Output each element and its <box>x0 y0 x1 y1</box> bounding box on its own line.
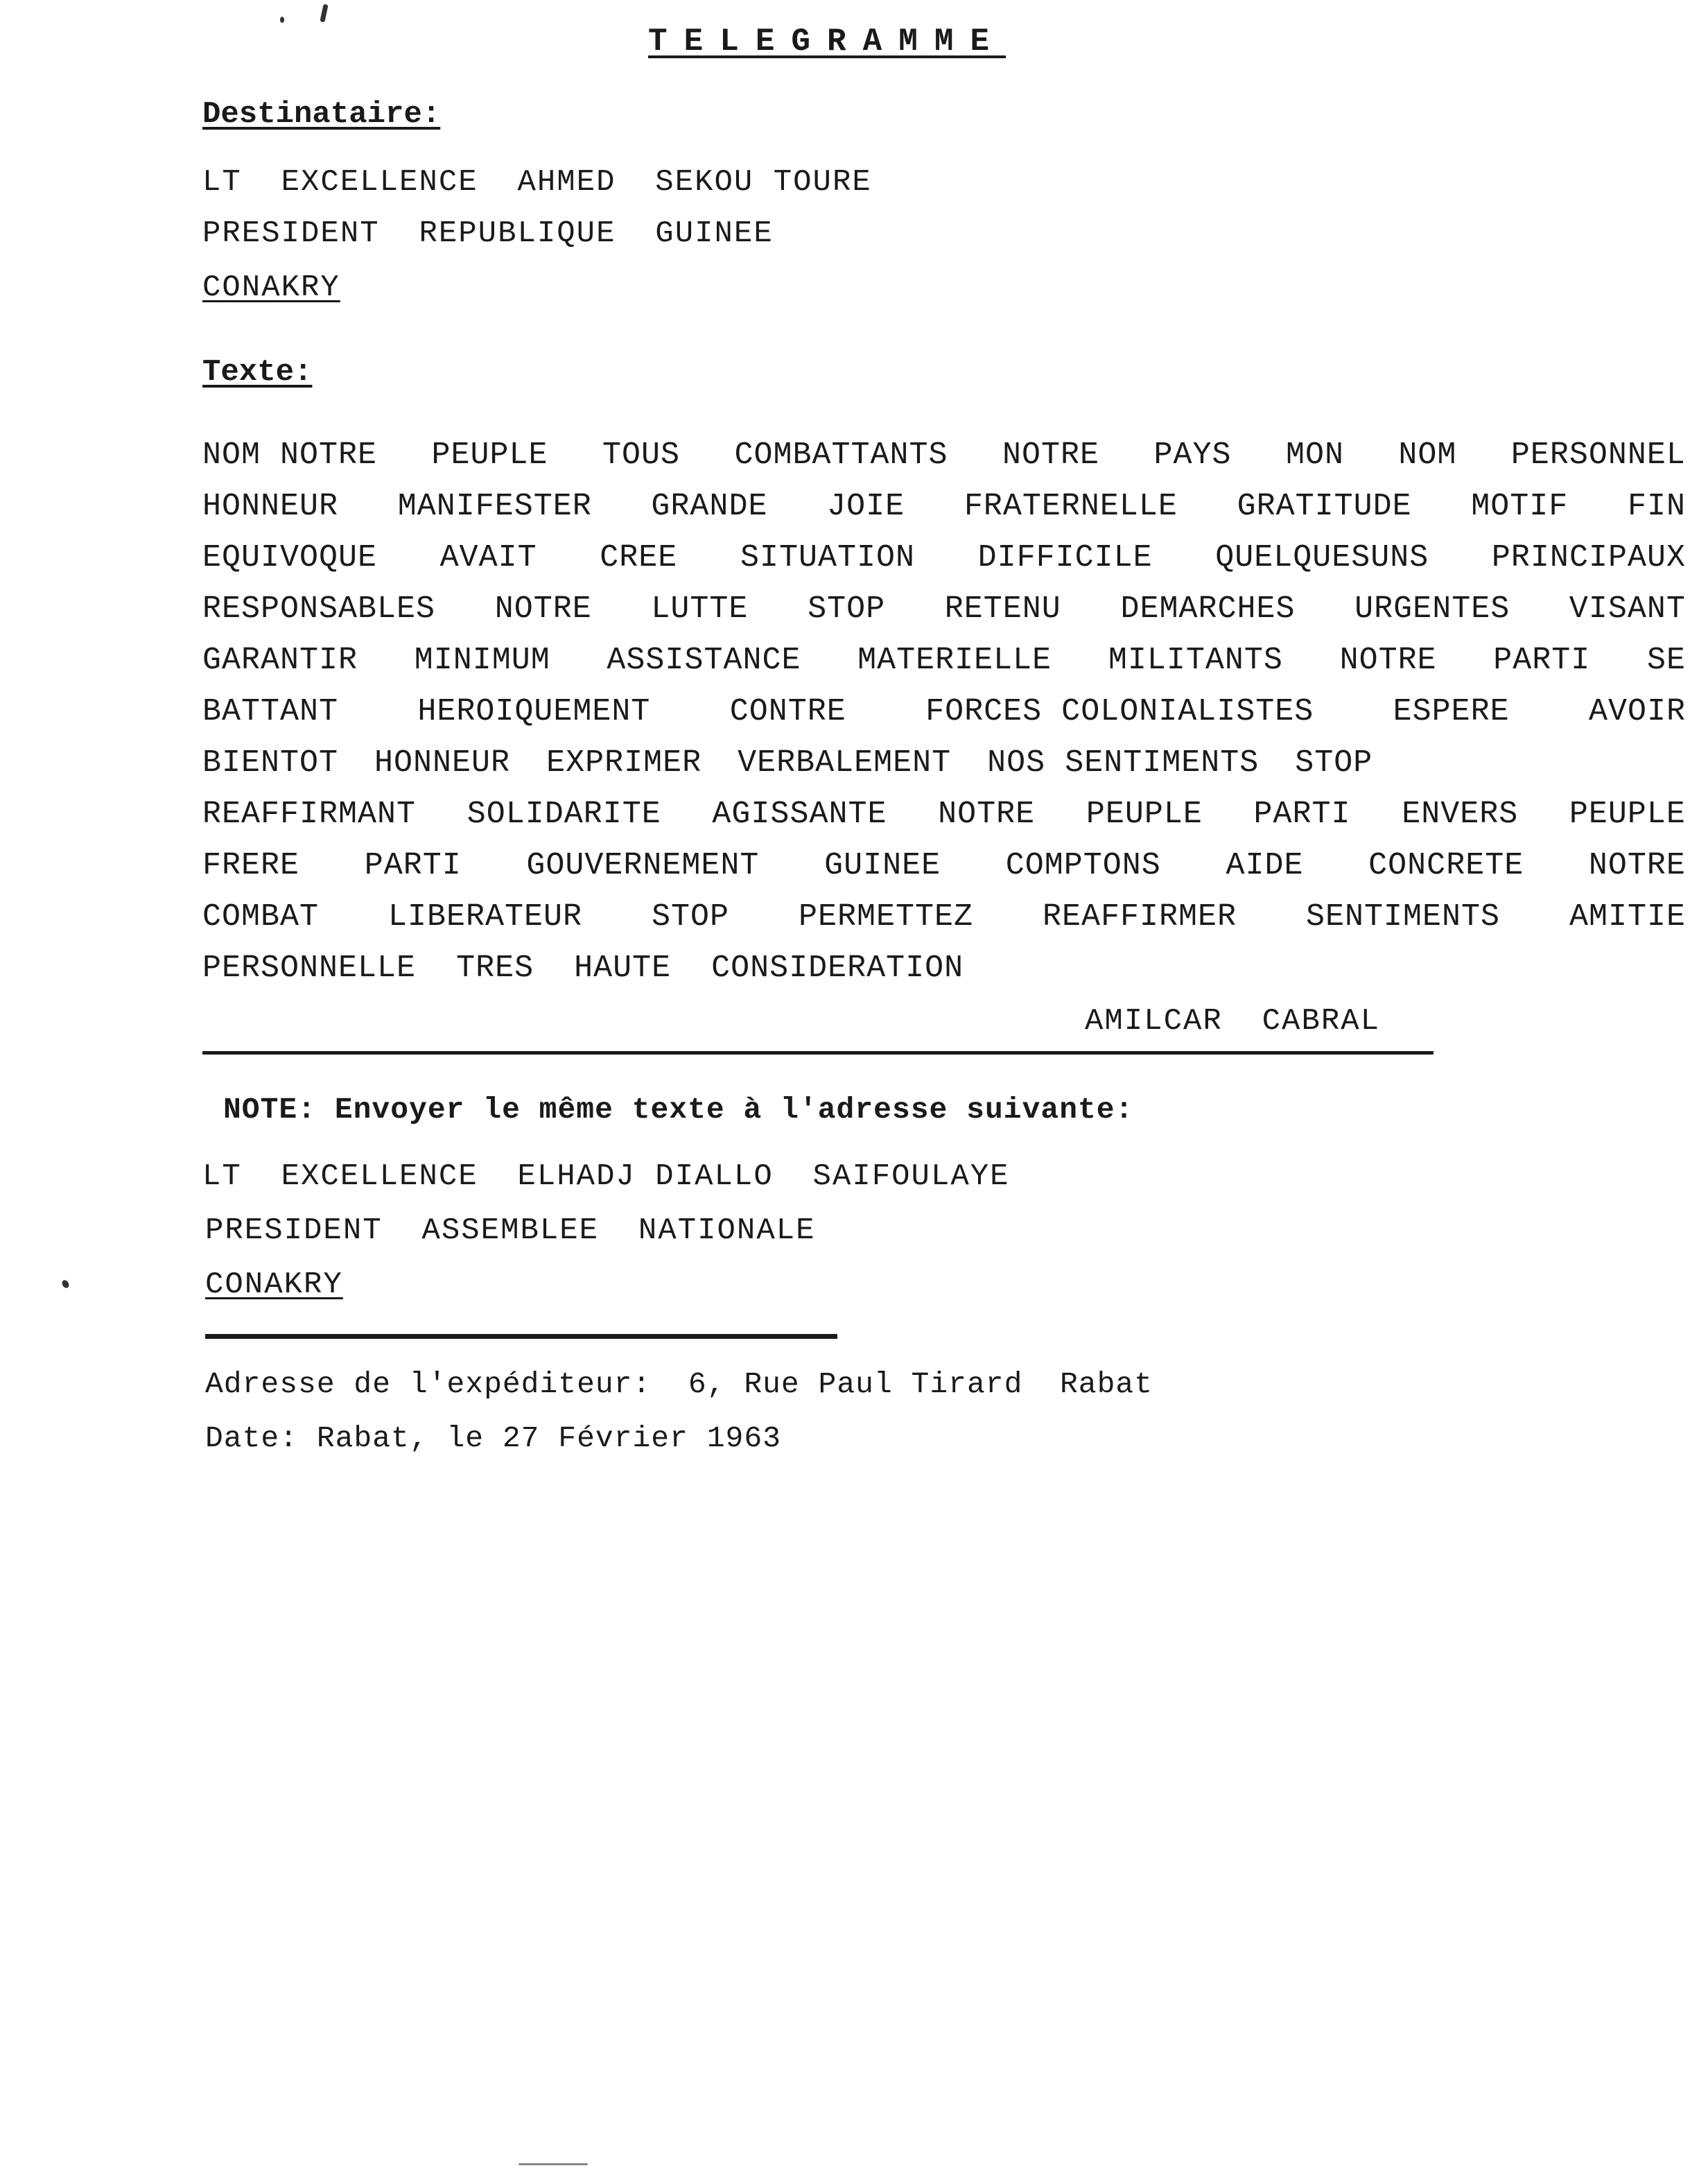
text-word: STOP <box>808 591 886 627</box>
text-word: COMBATTANTS <box>734 437 948 473</box>
second-recipient-line-1: LT EXCELLENCE ELHADJ DIALLO SAIFOULAYE <box>202 1159 1010 1194</box>
text-line-1 <box>202 430 1686 481</box>
scan-speck <box>518 2163 588 2165</box>
text-word: NOTRE <box>938 797 1036 832</box>
text-word: MINIMUM <box>414 643 550 678</box>
text-word: PARTI <box>1493 643 1591 678</box>
text-word: FIN <box>1627 489 1686 524</box>
text-word: DIFFICILE <box>977 540 1153 575</box>
text-word: FRATERNELLE <box>964 489 1178 524</box>
recipient-city: CONAKRY <box>202 270 340 305</box>
text-word: LIBERATEUR <box>387 899 583 935</box>
text-word: PEUPLE <box>431 437 548 473</box>
text-word: STOP <box>651 899 730 935</box>
text-line-2 <box>202 481 1686 532</box>
text-word: SENTIMENTS <box>1305 899 1501 935</box>
text-word: CONTRE <box>729 694 846 729</box>
sender-address: Adresse de l'expéditeur: 6, Rue Paul Tirard Rabat <box>205 1367 1153 1401</box>
recipient-label: Destinataire: <box>202 97 441 132</box>
text-word: PEUPLE <box>1086 797 1203 832</box>
text-word: AGISSANTE <box>712 797 887 832</box>
telegram-body <box>202 430 1686 994</box>
text-word: MATERIELLE <box>857 643 1052 678</box>
text-word: CREE <box>600 540 678 575</box>
text-word: NOS SENTIMENTS <box>987 745 1260 781</box>
text-word: GUINEE <box>824 848 941 883</box>
text-word: ESPERE <box>1393 694 1510 729</box>
text-word: TOUS <box>602 437 681 473</box>
text-word: HONNEUR <box>202 489 339 524</box>
text-word: AVAIT <box>439 540 537 575</box>
scan-speck <box>320 4 328 23</box>
text-line-4 <box>202 584 1686 635</box>
signature: AMILCAR CABRAL <box>1085 1004 1381 1039</box>
text-word: GRANDE <box>651 489 768 524</box>
text-line-11 <box>202 943 1686 994</box>
text-word: DEMARCHES <box>1120 591 1296 627</box>
text-word: HEROIQUEMENT <box>417 694 651 729</box>
text-word: RETENU <box>944 591 1061 627</box>
text-line-10 <box>202 892 1686 943</box>
text-line-6 <box>202 686 1686 738</box>
text-word: REAFFIRMER <box>1042 899 1237 935</box>
text-word: VISANT <box>1569 591 1686 627</box>
note-instruction: NOTE: Envoyer le même texte à l'adresse suivante: <box>223 1093 1134 1127</box>
text-word: HAUTE <box>574 951 672 986</box>
text-word: AVOIR <box>1588 694 1686 729</box>
text-word: SITUATION <box>740 540 915 575</box>
page-title: TELEGRAMME <box>648 24 1007 60</box>
text-word: URGENTES <box>1354 591 1510 627</box>
text-word: NOTRE <box>1588 848 1686 883</box>
scan-speck <box>280 17 284 23</box>
text-word: FRERE <box>202 848 300 883</box>
text-word: MOTIF <box>1471 489 1569 524</box>
text-word: HONNEUR <box>374 745 511 781</box>
text-word: ENVERS <box>1402 797 1519 832</box>
text-word: PAYS <box>1153 437 1232 473</box>
text-word: GRATITUDE <box>1237 489 1412 524</box>
text-word: TRES <box>456 951 534 986</box>
text-word: NOTRE <box>1002 437 1100 473</box>
text-word: PEUPLE <box>1569 797 1686 832</box>
text-word: SE <box>1646 643 1686 678</box>
text-word: FORCES COLONIALISTES <box>925 694 1314 729</box>
text-word: CONSIDERATION <box>711 951 964 986</box>
text-line-7 <box>202 738 1686 789</box>
text-line-3 <box>202 532 1686 584</box>
text-word: RESPONSABLES <box>202 591 436 627</box>
text-word: PERSONNELLE <box>202 951 417 986</box>
text-word: PRINCIPAUX <box>1491 540 1686 575</box>
text-label: Texte: <box>202 355 313 390</box>
text-line-5 <box>202 635 1686 686</box>
text-word: STOP <box>1295 745 1373 781</box>
second-recipient-line-2: PRESIDENT ASSEMBLEE NATIONALE <box>205 1213 816 1248</box>
text-word: GOUVERNEMENT <box>526 848 760 883</box>
text-word: EXPRIMER <box>546 745 702 781</box>
text-word: COMPTONS <box>1005 848 1161 883</box>
text-word: LUTTE <box>651 591 749 627</box>
text-word: NOM NOTRE <box>202 437 378 473</box>
text-word: PARTI <box>1253 797 1351 832</box>
text-word: PARTI <box>364 848 462 883</box>
text-word: AMITIE <box>1569 899 1686 935</box>
text-word: AIDE <box>1226 848 1304 883</box>
text-word: VERBALEMENT <box>738 745 952 781</box>
text-word: COMBAT <box>202 899 320 935</box>
recipient-line-2: PRESIDENT REPUBLIQUE GUINEE <box>202 216 774 251</box>
scan-speck <box>61 1279 71 1290</box>
text-line-8 <box>202 789 1686 840</box>
sender-date: Date: Rabat, le 27 Février 1963 <box>205 1421 781 1455</box>
text-word: MANIFESTER <box>397 489 592 524</box>
short-divider <box>205 1334 837 1339</box>
text-word: CONCRETE <box>1368 848 1524 883</box>
recipient-line-1: LT EXCELLENCE AHMED SEKOU TOURE <box>202 165 872 200</box>
text-word: NOTRE <box>494 591 592 627</box>
text-word: BIENTOT <box>202 745 339 781</box>
text-word: MON <box>1285 437 1344 473</box>
text-word: NOM <box>1398 437 1457 473</box>
text-word: PERMETTEZ <box>798 899 974 935</box>
second-recipient-city: CONAKRY <box>205 1267 343 1302</box>
text-word: QUELQUESUNS <box>1215 540 1429 575</box>
text-word: BATTANT <box>202 694 339 729</box>
text-line-9 <box>202 840 1686 892</box>
text-word: GARANTIR <box>202 643 358 678</box>
section-divider <box>202 1051 1434 1055</box>
text-word: JOIE <box>827 489 905 524</box>
text-word: EQUIVOQUE <box>202 540 378 575</box>
text-word: ASSISTANCE <box>607 643 801 678</box>
text-word: PERSONNEL <box>1510 437 1686 473</box>
text-word: SOLIDARITE <box>467 797 661 832</box>
text-word: MILITANTS <box>1108 643 1283 678</box>
text-word: NOTRE <box>1339 643 1437 678</box>
text-word: REAFFIRMANT <box>202 797 417 832</box>
